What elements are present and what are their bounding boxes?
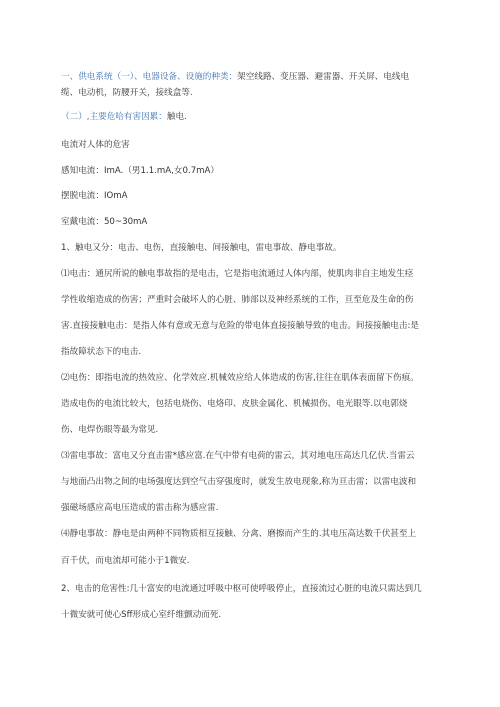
paragraph-line: 2、电击的危害性:几十富安的电流通过呼吸中枢可使呼吸停止，直接流过心脏的电流只需达到几 [61, 584, 422, 594]
section-heading-1 [61, 71, 409, 83]
paragraph-line: ⑶雷电事故：富电又分直击雷*感应富.在气中带有电荷的雷云，其对地电压高达几亿伏.当雷云 [61, 451, 415, 461]
paragraph-line: 感知电流：ImA.（男1.1.mA,女0.7mA） [61, 166, 220, 176]
paragraph-line: 指故障状态下的电击. [61, 347, 142, 357]
paragraph-line: 害.直接接触电击：是指人体有意或无意与危险的带电体直接接触导致的电击。间接接触电击:是 [61, 321, 419, 331]
paragraph-line: 学性收缩造成的伤害；严重时会破坏人的心脏、肺部以及神经系统的工作，亘至危及生命的伤 [61, 295, 414, 305]
paragraph-line: 1、触电又分：电击、电伤，直接触电、间接触电，雷电事故、静电事故。 [61, 243, 342, 253]
paragraph-line: ⑵电伤：即指电流的热效应、化学效应.机械效应给人体造成的伤害,往往在肌体表面留下伤痕。 [61, 373, 419, 383]
paragraph-line: 与地面凸出物之间的电场强度达到空气击穿强度时，就发生放电现象,称为亘击雷；以雷电波和 [61, 477, 417, 487]
paragraph-line: 伤、电焊伤眼等最为常见. [61, 425, 159, 435]
paragraph-line: ⑷静电事故：静电是由两种不同物质相互接触、分禽、磨擦而产生的.其电压高达数千伏甚至上 [61, 529, 417, 539]
paragraph-line: 电流对人体的危害 [61, 140, 130, 150]
heading-2-text: 触电. [166, 112, 187, 122]
section-heading-2 [61, 111, 187, 123]
paragraph-line: 十微安就可使心Sff形成心室纤维颤动而死. [61, 610, 222, 620]
paragraph-line: 百千伏，而电流却可能小于1微安. [61, 556, 190, 566]
paragraph-line: 室戴电流：50~30mA [61, 217, 148, 227]
heading-1-text: 架空线路、变压器、避雷器、开关屏、电线电 [237, 72, 410, 82]
heading-2-prefix: （二）,主要危哈有害因累： [61, 112, 167, 122]
paragraph-line: ⑴电击：通尻所说的触电事故指的是电击，它是指电流通过人体内部，使肌肉非自主地发生痉 [61, 269, 414, 279]
paragraph-line: 强磁场感应高电压造成的雷击称为感应雷. [61, 503, 219, 513]
paragraph-line: 摆脱电流：IOmA [61, 191, 128, 201]
heading-1-continuation: 缆、电动机，防腰开关，接线盒等. [61, 88, 193, 98]
heading-1-prefix: 一、供电系统（一）、电器设备、设施的种类： [61, 72, 238, 82]
paragraph-line: 造成电伤的电流比较大，包括电烧伤、电烙印、皮肤金属化、机械损伤、电光眼等.以电郭烧 [61, 399, 408, 409]
